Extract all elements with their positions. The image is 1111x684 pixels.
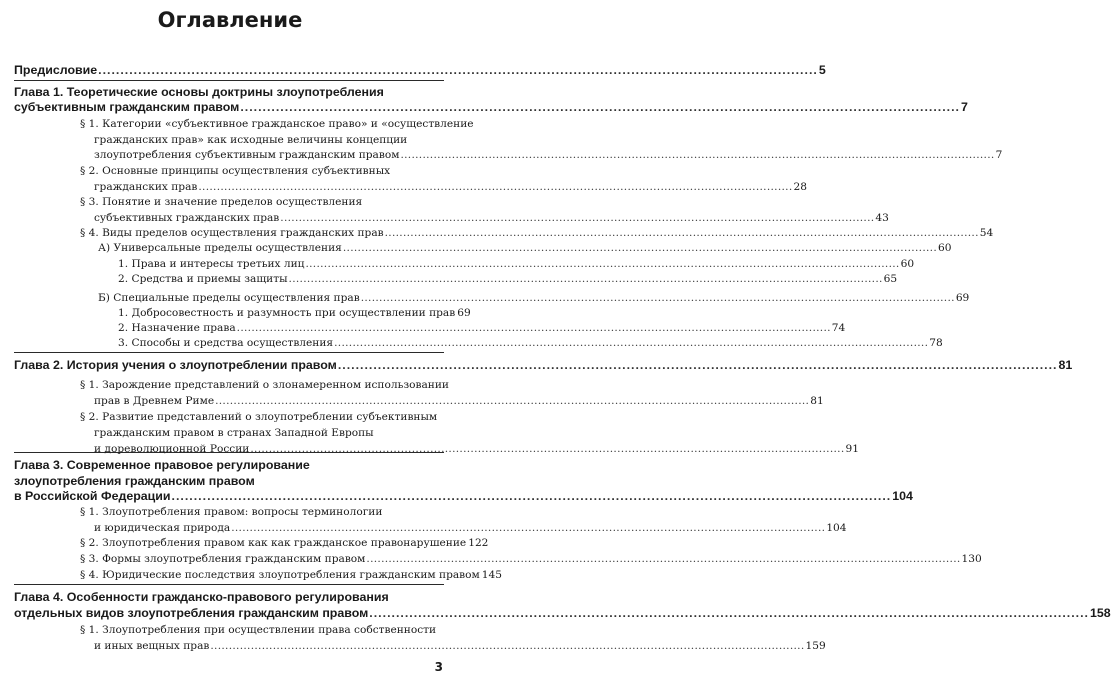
toc-entry-text: § 3. Понятие и значение пределов осуществления xyxy=(80,196,363,208)
dot-leader: .................................................................................................................................................................. xyxy=(198,180,793,193)
toc-page-number: 74 xyxy=(831,322,846,334)
toc-entry-text: субъективным гражданским правом xyxy=(14,100,240,114)
toc-entry-text: Предисловие xyxy=(14,63,98,77)
toc-entry-text: Глава 2. История учения о злоупотреблении правом xyxy=(14,358,337,372)
toc-entry-text: гражданским правом в странах Западной Европы xyxy=(94,427,374,439)
toc-page-number: 81 xyxy=(810,394,824,407)
toc-entry-text: злоупотребления субъективным гражданским правом xyxy=(94,149,400,161)
toc-entry-text: § 1. Злоупотребления правом: вопросы терминологии xyxy=(80,506,383,518)
toc-page-number: 28 xyxy=(793,180,807,193)
dot-leader: .................................................................................................................................................................. xyxy=(366,553,961,565)
toc-entry-text: § 1. Злоупотребления при осуществлении права собственности xyxy=(80,624,437,636)
toc-page-number: 104 xyxy=(892,489,913,503)
toc-entry-text: § 2. Злоупотребления правом как как гражданское правонарушение xyxy=(80,537,467,549)
toc-entry-text: § 2. Основные принципы осуществления субъективных xyxy=(80,165,391,177)
dot-leader: .................................................................................................................................................................. xyxy=(215,394,810,407)
toc-entry-text: 1. Права и интересы третьих лиц xyxy=(118,258,305,270)
toc-entry-text: Б) Специальные пределы осуществления прав xyxy=(98,292,360,304)
toc-entry-text: и юридическая природа xyxy=(94,521,231,534)
toc-entry-text: § 3. Формы злоупотребления гражданским правом xyxy=(80,553,366,565)
toc-page-number: 91 xyxy=(845,443,859,455)
dot-leader: .................................................................................................................................................................. xyxy=(250,443,845,455)
dot-leader: .................................................................................................................................................................. xyxy=(400,149,995,161)
toc-page-number: 78 xyxy=(929,337,943,349)
toc-page-number: 130 xyxy=(961,553,982,565)
dot-leader: .................................................................................................................................................................. xyxy=(280,211,875,224)
dot-leader: .................................................................................................................................................................. xyxy=(334,337,929,349)
dot-leader: .................................................................................................................................................................. xyxy=(240,100,961,114)
section-divider xyxy=(14,352,444,353)
toc-page-number: 159 xyxy=(805,639,826,652)
toc-entry-text: прав в Древнем Риме xyxy=(94,394,215,407)
toc-entry-text: гражданских прав» как исходные величины концепции xyxy=(94,133,408,146)
dot-leader: .................................................................................................................................................................. xyxy=(360,292,955,304)
toc-entry-text: § 1. Категории «субъективное гражданское право» и «осуществление xyxy=(80,118,474,130)
toc-entry-text: и дореволюционной России xyxy=(94,443,250,455)
toc-entry-text: § 4. Юридические последствия злоупотребления гражданским правом xyxy=(80,569,480,581)
toc-page-number: 7 xyxy=(995,149,1003,161)
toc-page-number: 158 xyxy=(1090,605,1111,620)
toc-entry-text: § 2. Развитие представлений о злоупотреблении субъективным xyxy=(80,411,438,423)
dot-leader: .................................................................................................................................................................. xyxy=(305,258,900,270)
toc-entry-text: § 1. Зарождение представлений о злонамеренном использовании xyxy=(80,379,449,391)
dot-leader: .................................................................................................................................................................. xyxy=(231,521,826,534)
dot-leader: .................................................................................................................................................................. xyxy=(369,605,1089,620)
dot-leader: .................................................................................................................................................................. xyxy=(98,63,818,77)
toc-entry-text: отдельных видов злоупотребления гражданским правом xyxy=(14,605,369,620)
toc-entry-text: и иных вещных прав xyxy=(94,639,210,652)
dot-leader: .................................................................................................................................................................. xyxy=(337,358,1058,372)
toc-page-number: 104 xyxy=(826,521,847,534)
section-divider xyxy=(14,584,444,585)
section-divider xyxy=(14,80,444,81)
toc-entry-text: 3. Способы и средства осуществления xyxy=(118,337,334,349)
toc-page-number: 81 xyxy=(1058,358,1073,372)
toc-page-number: 5 xyxy=(818,63,826,77)
toc-entry-text: А) Универсальные пределы осуществления xyxy=(98,242,342,254)
dot-leader: .................................................................................................................................................................. xyxy=(342,242,937,254)
dot-leader: .................................................................................................................................................................. xyxy=(210,639,805,652)
toc-page-number: 145 xyxy=(481,569,503,581)
dot-leader: .................................................................................................................................................................. xyxy=(171,489,892,503)
page-title: Оглавление xyxy=(157,8,303,32)
dot-leader: .................................................................................................................................................................. xyxy=(288,273,883,285)
toc-entry-text: § 4. Виды пределов осуществления гражданских прав xyxy=(80,227,384,239)
dot-leader: .................................................................................................................................................................. xyxy=(236,322,831,334)
toc-entry-text: в Российской Федерации xyxy=(14,489,171,503)
toc-page-number: 43 xyxy=(875,211,889,224)
toc-entry-text: Глава 3. Современное правовое регулирование xyxy=(14,458,310,472)
toc-page-number: 60 xyxy=(937,242,952,254)
toc-entry-text: Глава 4. Особенности гражданско-правового регулирования xyxy=(14,590,389,604)
toc-page-number: 60 xyxy=(900,258,915,270)
toc-entry-text: гражданских прав xyxy=(94,180,198,193)
page-number: 3 xyxy=(434,660,443,674)
toc-entry-text: 2. Назначение права xyxy=(118,322,236,334)
toc-page-number: 69 xyxy=(955,292,970,304)
toc-entry-text: 2. Средства и приемы защиты xyxy=(118,273,288,285)
toc-page-number: 122 xyxy=(468,537,489,549)
dot-leader: .................................................................................................................................................................. xyxy=(384,227,979,239)
toc-page-number: 54 xyxy=(979,227,994,239)
toc-page-number: 65 xyxy=(883,273,898,285)
toc-page-number: 69 xyxy=(457,307,471,319)
toc-entry-text: 1. Добросовестность и разумность при осуществлении прав xyxy=(118,307,456,319)
toc-entry-text: Глава 1. Теоретические основы доктрины злоупотребления xyxy=(14,85,384,99)
toc-entry-text: субъективных гражданских прав xyxy=(94,211,280,224)
toc-page-number: 7 xyxy=(961,100,968,114)
toc-entry-text: злоупотребления гражданским правом xyxy=(14,473,255,488)
